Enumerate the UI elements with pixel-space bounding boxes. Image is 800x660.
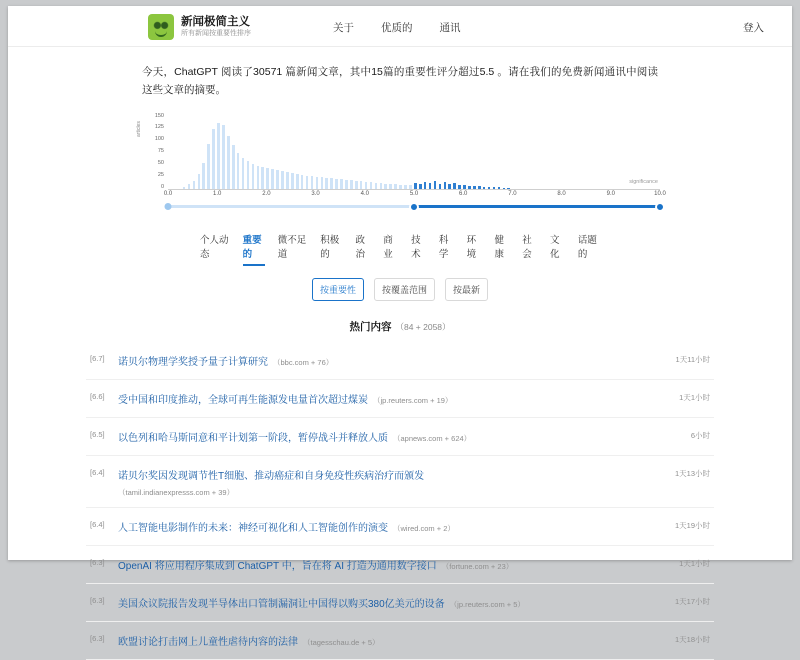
significance-range-slider[interactable] xyxy=(168,201,660,213)
histogram-bar xyxy=(350,180,353,189)
histogram-bar xyxy=(448,184,451,189)
article-row[interactable] xyxy=(86,342,714,380)
nav-item-newsletter[interactable]: 通讯 xyxy=(439,22,461,34)
histogram-bar xyxy=(488,187,491,189)
site-header xyxy=(8,6,792,47)
category-tab[interactable]: 个人动态 xyxy=(200,235,229,260)
y-axis-ticks xyxy=(140,113,166,189)
histogram-bar xyxy=(330,178,333,189)
article-title-link[interactable]: 诺贝尔物理学奖授予量子计算研究 xyxy=(118,357,268,368)
article-row[interactable] xyxy=(86,584,714,622)
nav-item-about[interactable]: 关于 xyxy=(333,22,354,34)
y-tick: 75 xyxy=(157,148,164,154)
x-tick-label: 6.0 xyxy=(459,191,468,197)
article-title-link[interactable]: 诺贝尔奖因发现调节性T细胞、推动癌症和自身免疫性疾病治疗而颁发 xyxy=(118,471,425,482)
article-source: （tagesschau.de + 5） xyxy=(303,638,380,647)
sort-option[interactable]: 按重要性 xyxy=(312,278,364,301)
x-tick-label: 1.0 xyxy=(213,191,222,197)
histogram-bar xyxy=(316,177,319,189)
histogram-bar xyxy=(355,181,358,189)
category-tab[interactable]: 积极的 xyxy=(320,235,340,260)
histogram-bar xyxy=(380,183,383,189)
histogram-bar xyxy=(301,175,304,189)
article-source: （apnews.com + 624） xyxy=(393,434,472,443)
article-title-link[interactable]: 人工智能电影制作的未来：神经可视化和人工智能创作的演变 xyxy=(118,523,388,534)
histogram-bar xyxy=(237,153,240,189)
histogram-bar xyxy=(429,183,432,189)
histogram-bar xyxy=(306,176,309,189)
x-tick-label: 4.0 xyxy=(360,191,369,197)
histogram-bar xyxy=(311,176,314,189)
category-tab[interactable]: 政治 xyxy=(355,235,365,260)
hot-content-count: （84 + 2058） xyxy=(395,322,451,332)
article-title-link[interactable]: 以色列和哈马斯同意和平计划第一阶段，暂停战斗并释放人质 xyxy=(118,433,388,444)
category-tab[interactable]: 文化 xyxy=(550,235,560,260)
x-tick-label: 5.0 xyxy=(409,191,419,197)
histogram-bar xyxy=(463,185,466,189)
histogram-bar xyxy=(478,186,481,189)
x-tick-label: 10.0 xyxy=(654,191,666,197)
article-time: 1天13小时 xyxy=(674,469,710,478)
histogram-bar xyxy=(325,178,328,189)
article-row[interactable] xyxy=(86,508,714,546)
histogram-bar xyxy=(419,184,422,189)
histogram-bar xyxy=(384,184,387,189)
article-source: （wired.com + 2） xyxy=(393,524,455,533)
x-axis-label: significance xyxy=(629,179,658,185)
histogram-bar xyxy=(424,182,427,189)
histogram-bar xyxy=(281,171,284,189)
category-tab[interactable]: 健康 xyxy=(494,235,504,260)
sort-options xyxy=(8,278,792,301)
article-time: 1天11小时 xyxy=(675,355,710,364)
histogram-bar xyxy=(242,158,245,189)
article-title-link[interactable]: OpenAI 将应用程序集成到 ChatGPT 中，旨在将 AI 打造为通用数字接口 xyxy=(118,561,437,572)
histogram-bar xyxy=(207,144,210,189)
category-tab[interactable]: 商业 xyxy=(383,235,393,260)
article-score: [6.5] xyxy=(90,430,105,439)
x-tick-label: 2.0 xyxy=(262,191,271,197)
histogram-bar xyxy=(198,174,201,189)
article-time: 1天1小时 xyxy=(679,393,710,402)
histogram-bar xyxy=(202,163,205,189)
article-source: （fortune.com + 23） xyxy=(441,562,514,571)
histogram-bar xyxy=(227,136,230,189)
brand-title: 新闻极简主义 xyxy=(181,15,250,28)
article-score: [6.4] xyxy=(90,520,105,529)
histogram-bar xyxy=(257,166,260,189)
histogram-bar xyxy=(493,187,496,189)
y-tick: 150 xyxy=(154,113,164,119)
y-tick: 0 xyxy=(160,184,164,190)
x-axis-ticks xyxy=(163,191,666,201)
histogram-bar xyxy=(217,123,220,189)
article-score: [6.3] xyxy=(90,596,105,605)
article-main xyxy=(118,556,658,574)
article-row[interactable] xyxy=(86,546,714,584)
histogram-bar xyxy=(468,186,471,189)
histogram-bar xyxy=(365,182,368,189)
y-tick: 25 xyxy=(157,172,164,178)
article-time: 1天1小时 xyxy=(679,559,710,568)
y-tick: 125 xyxy=(154,124,164,130)
histogram-bar xyxy=(271,169,274,189)
histogram-bar xyxy=(473,186,476,189)
y-tick: 50 xyxy=(157,160,164,166)
y-axis-label: articles xyxy=(136,121,142,137)
histogram-bar xyxy=(232,145,235,189)
article-source: （jp.reuters.com + 19） xyxy=(373,396,453,405)
category-tab[interactable]: 微不足道 xyxy=(277,235,307,260)
histogram-bar xyxy=(252,164,255,189)
article-time: 1天18小时 xyxy=(674,635,710,644)
category-tab[interactable]: 重要的 xyxy=(243,232,265,266)
chart-plot-area xyxy=(168,113,660,190)
histogram-bar xyxy=(498,187,501,189)
article-score: [6.7] xyxy=(90,354,105,363)
slider-fill xyxy=(414,205,660,208)
histogram-bar xyxy=(389,184,392,189)
category-tab[interactable]: 科学 xyxy=(438,235,449,260)
histogram-bar xyxy=(247,161,250,189)
histogram-bar xyxy=(483,187,486,189)
histogram-bar xyxy=(434,181,437,189)
histogram-bar xyxy=(276,170,279,189)
histogram-bar xyxy=(507,188,510,189)
slider-handle-left[interactable] xyxy=(165,203,172,210)
article-title-link[interactable]: 欧盟讨论打击网上儿童性虐待内容的法律 xyxy=(118,637,298,648)
histogram-bar xyxy=(345,180,348,189)
x-tick-label: 7.0 xyxy=(508,191,517,197)
category-tab[interactable]: 话题的 xyxy=(577,235,597,260)
login-link[interactable]: 登入 xyxy=(743,22,764,34)
brand[interactable] xyxy=(148,14,251,40)
histogram-bar xyxy=(188,184,191,189)
histogram-bar xyxy=(439,184,442,189)
article-main xyxy=(118,632,658,650)
article-score: [6.3] xyxy=(90,634,105,643)
browser-content xyxy=(8,6,792,648)
article-source: （bbc.com + 76） xyxy=(273,358,334,367)
article-main xyxy=(118,428,658,446)
histogram-bar xyxy=(340,179,343,189)
sort-option[interactable]: 按覆盖范围 xyxy=(374,278,435,301)
histogram-bar xyxy=(286,172,289,189)
category-tab[interactable]: 社会 xyxy=(522,235,532,260)
intro-text: 今天，ChatGPT 阅读了30571 篇新闻文章，其中15篇的重要性评分超过5.5 。请在我们的免费新闻通讯中阅读这些文章的摘要。 xyxy=(142,66,658,96)
article-title-link[interactable]: 美国众议院报告发现半导体出口管制漏洞让中国得以购买380亿美元的设备 xyxy=(118,599,445,610)
histogram-bar xyxy=(399,185,402,189)
article-main xyxy=(118,518,658,536)
article-main xyxy=(118,352,658,370)
brand-subtitle: 所有新闻按重要性排序 xyxy=(181,29,251,37)
article-score: [6.6] xyxy=(90,392,105,401)
article-main xyxy=(118,594,658,612)
brand-text xyxy=(181,16,251,39)
slider-handle-middle[interactable] xyxy=(409,202,419,212)
article-row[interactable] xyxy=(86,622,714,660)
histogram-bar xyxy=(444,182,447,189)
histogram-bar xyxy=(458,185,461,189)
article-source: （tamil.indianexpresss.com + 39） xyxy=(118,488,235,497)
histogram-bar xyxy=(414,183,417,189)
histogram-bar xyxy=(394,184,397,189)
category-tab[interactable]: 环境 xyxy=(466,235,477,260)
article-score: [6.3] xyxy=(90,558,105,567)
histogram-bar xyxy=(370,182,373,189)
article-time: 1天17小时 xyxy=(674,597,710,606)
histogram-bar xyxy=(360,181,363,189)
histogram-bar xyxy=(222,125,225,189)
histogram-bar xyxy=(453,183,456,189)
histogram-bar xyxy=(296,174,299,189)
histogram-bar xyxy=(321,177,324,189)
histogram-bar xyxy=(291,173,294,189)
histogram-bar xyxy=(266,168,269,189)
histogram-bars xyxy=(168,113,660,189)
article-list xyxy=(86,342,714,660)
histogram-bar xyxy=(409,185,412,189)
y-tick: 100 xyxy=(154,136,164,142)
article-time: 6小时 xyxy=(690,431,710,440)
article-main xyxy=(118,466,658,498)
slider-handle-right[interactable] xyxy=(655,202,665,212)
histogram-bar xyxy=(183,187,186,189)
x-tick-label: 3.0 xyxy=(311,191,320,197)
x-tick-label: 8.0 xyxy=(557,191,566,197)
sort-option[interactable]: 按最新 xyxy=(445,278,488,301)
hot-content-title: 热门内容 xyxy=(349,321,392,333)
article-time: 1天19小时 xyxy=(674,521,710,530)
article-source: （jp.reuters.com + 5） xyxy=(449,600,525,609)
histogram-bar xyxy=(193,181,196,189)
x-tick-label: 9.0 xyxy=(606,191,615,197)
histogram-bar xyxy=(335,179,338,189)
article-row[interactable] xyxy=(86,456,714,508)
article-main xyxy=(118,390,658,408)
category-tabs xyxy=(200,232,600,266)
histogram-bar xyxy=(212,129,215,189)
histogram-bar xyxy=(404,185,407,189)
main-nav xyxy=(333,20,461,35)
histogram-bar xyxy=(375,183,378,189)
hot-content-heading xyxy=(8,319,792,334)
article-row[interactable] xyxy=(86,418,714,456)
category-tab[interactable]: 技术 xyxy=(411,235,421,260)
significance-histogram xyxy=(136,113,666,218)
histogram-bar xyxy=(503,188,506,189)
x-tick-label: 0.0 xyxy=(163,191,173,197)
histogram-bar xyxy=(261,167,264,189)
article-score: [6.4] xyxy=(90,468,105,477)
article-row[interactable] xyxy=(86,380,714,418)
frog-logo-icon xyxy=(148,14,174,40)
article-title-link[interactable]: 受中国和印度推动，全球可再生能源发电量首次超过煤炭 xyxy=(118,395,368,406)
nav-item-premium[interactable]: 优质的 xyxy=(381,22,413,34)
